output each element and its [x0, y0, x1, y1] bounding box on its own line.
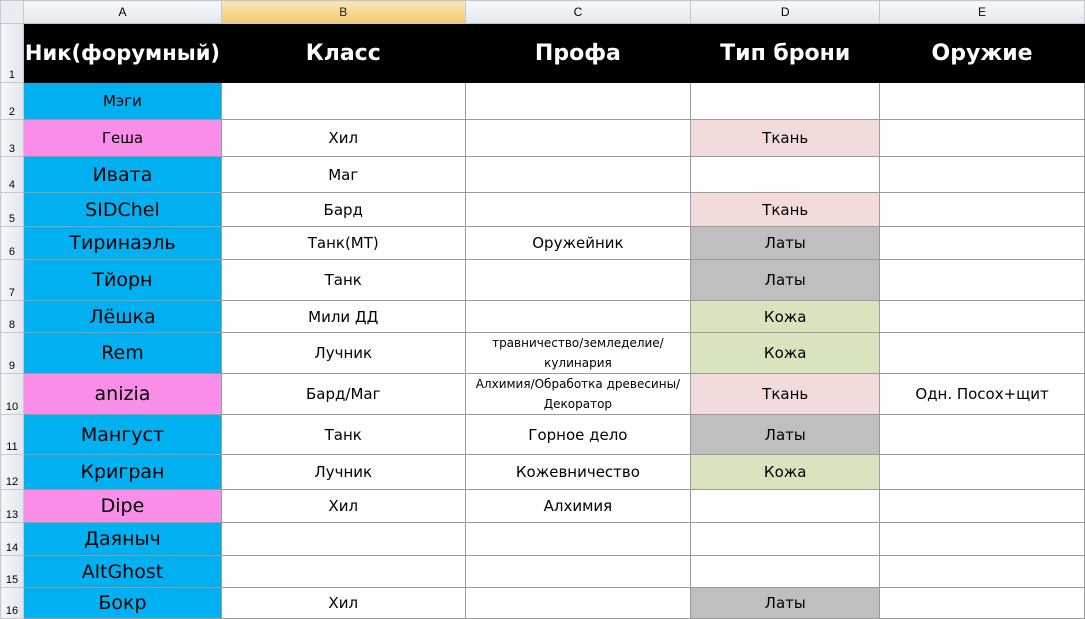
sheet-row: [1, 83, 1085, 120]
sheet-row: [1, 455, 1085, 490]
class-cell[interactable]: Маг: [221, 157, 465, 193]
nick-cell[interactable]: Бокр: [23, 588, 221, 619]
class-cell[interactable]: Танк: [221, 415, 465, 455]
class-cell[interactable]: Мили ДД: [221, 301, 465, 333]
weapon-cell[interactable]: [880, 588, 1085, 619]
row-header[interactable]: 15: [1, 556, 24, 588]
armor-cell[interactable]: Ткань: [691, 193, 880, 227]
column-header-b[interactable]: B: [221, 1, 465, 24]
row-header[interactable]: 9: [1, 333, 24, 374]
class-cell[interactable]: Хил: [221, 490, 465, 523]
row-header[interactable]: 11: [1, 415, 24, 455]
sheet-row: [1, 24, 1085, 83]
profession-cell[interactable]: [465, 83, 691, 120]
sheet-row: [1, 374, 1085, 415]
armor-cell[interactable]: Ткань: [691, 374, 880, 415]
armor-cell[interactable]: Кожа: [691, 333, 880, 374]
profession-cell[interactable]: [465, 556, 691, 588]
weapon-cell[interactable]: [880, 227, 1085, 260]
profession-cell[interactable]: травничество/земледелие/кулинария: [465, 333, 691, 374]
weapon-cell[interactable]: [880, 120, 1085, 157]
nick-cell[interactable]: Тиринаэль: [23, 227, 221, 260]
class-cell[interactable]: Лучник: [221, 333, 465, 374]
weapon-cell[interactable]: [880, 333, 1085, 374]
class-cell[interactable]: Бард: [221, 193, 465, 227]
nick-cell[interactable]: Даяныч: [23, 523, 221, 556]
sheet-row: [1, 588, 1085, 619]
armor-cell[interactable]: Латы: [691, 588, 880, 619]
sheet-row: [1, 523, 1085, 556]
nick-cell[interactable]: anizia: [23, 374, 221, 415]
nick-cell[interactable]: Мангуст: [23, 415, 221, 455]
nick-cell[interactable]: Геша: [23, 120, 221, 157]
profession-cell[interactable]: Алхимия/Обработка древесины/Декоратор: [465, 374, 691, 415]
row-header[interactable]: 3: [1, 120, 24, 157]
weapon-cell[interactable]: [880, 83, 1085, 120]
row-header[interactable]: 10: [1, 374, 24, 415]
weapon-cell[interactable]: [880, 301, 1085, 333]
armor-cell[interactable]: Ткань: [691, 120, 880, 157]
weapon-cell[interactable]: [880, 260, 1085, 301]
armor-cell[interactable]: [691, 83, 880, 120]
column-header-c[interactable]: C: [465, 1, 691, 24]
profession-cell[interactable]: [465, 260, 691, 301]
sheet-row: [1, 333, 1085, 374]
class-cell[interactable]: [221, 83, 465, 120]
profession-cell[interactable]: [465, 157, 691, 193]
nick-cell[interactable]: Мэги: [23, 83, 221, 120]
profession-cell[interactable]: [465, 193, 691, 227]
row-header[interactable]: 13: [1, 490, 24, 523]
row-header[interactable]: 5: [1, 193, 24, 227]
class-cell[interactable]: [221, 523, 465, 556]
weapon-cell[interactable]: [880, 556, 1085, 588]
profession-cell[interactable]: [465, 588, 691, 619]
weapon-cell[interactable]: [880, 490, 1085, 523]
armor-cell[interactable]: Кожа: [691, 301, 880, 333]
sheet-row: [1, 193, 1085, 227]
header-cell-weapon[interactable]: Оружие: [880, 24, 1085, 83]
armor-cell[interactable]: [691, 490, 880, 523]
class-cell[interactable]: Танк: [221, 260, 465, 301]
class-cell[interactable]: Танк(МТ): [221, 227, 465, 260]
class-cell[interactable]: Хил: [221, 120, 465, 157]
row-header[interactable]: 7: [1, 260, 24, 301]
class-cell[interactable]: Хил: [221, 588, 465, 619]
weapon-cell[interactable]: [880, 157, 1085, 193]
class-cell[interactable]: Бард/Маг: [221, 374, 465, 415]
header-cell-profession[interactable]: Профа: [465, 24, 691, 83]
row-header[interactable]: 8: [1, 301, 24, 333]
sheet-row: [1, 157, 1085, 193]
row-header[interactable]: 1: [1, 24, 24, 83]
select-all-corner[interactable]: [1, 1, 24, 24]
nick-cell[interactable]: Rem: [23, 333, 221, 374]
armor-cell[interactable]: [691, 157, 880, 193]
weapon-cell[interactable]: [880, 415, 1085, 455]
nick-cell[interactable]: Кригран: [23, 455, 221, 490]
row-header[interactable]: 14: [1, 523, 24, 556]
header-cell-nick[interactable]: Ник(форумный): [23, 24, 221, 83]
nick-cell[interactable]: SIDChel: [23, 193, 221, 227]
profession-cell[interactable]: [465, 301, 691, 333]
sheet-row: [1, 415, 1085, 455]
sheet-row: [1, 490, 1085, 523]
weapon-cell[interactable]: [880, 455, 1085, 490]
armor-cell[interactable]: Латы: [691, 227, 880, 260]
row-header[interactable]: 12: [1, 455, 24, 490]
armor-cell[interactable]: Кожа: [691, 455, 880, 490]
profession-cell[interactable]: Оружейник: [465, 227, 691, 260]
profession-cell[interactable]: Алхимия: [465, 490, 691, 523]
sheet-row: [1, 301, 1085, 333]
nick-cell[interactable]: Тйорн: [23, 260, 221, 301]
row-header[interactable]: 6: [1, 227, 24, 260]
profession-cell[interactable]: Кожевничество: [465, 455, 691, 490]
profession-cell[interactable]: [465, 120, 691, 157]
nick-cell[interactable]: Dipe: [23, 490, 221, 523]
armor-cell[interactable]: Латы: [691, 260, 880, 301]
row-header[interactable]: 2: [1, 83, 24, 120]
weapon-cell[interactable]: [880, 523, 1085, 556]
weapon-cell[interactable]: [880, 193, 1085, 227]
profession-cell[interactable]: [465, 523, 691, 556]
nick-cell[interactable]: Лёшка: [23, 301, 221, 333]
sheet-row: [1, 260, 1085, 301]
column-header-a[interactable]: A: [23, 1, 221, 24]
class-cell[interactable]: Лучник: [221, 455, 465, 490]
armor-cell[interactable]: [691, 556, 880, 588]
sheet-row: [1, 227, 1085, 260]
column-header-row: [1, 1, 1085, 24]
sheet-row: [1, 120, 1085, 157]
column-header-d[interactable]: D: [691, 1, 880, 24]
class-cell[interactable]: [221, 556, 465, 588]
row-header[interactable]: 16: [1, 588, 24, 619]
sheet-row: [1, 556, 1085, 588]
column-header-e[interactable]: E: [880, 1, 1085, 24]
nick-cell[interactable]: Ивата: [23, 157, 221, 193]
weapon-cell[interactable]: Одн. Посох+щит: [880, 374, 1085, 415]
header-cell-class[interactable]: Класс: [221, 24, 465, 83]
armor-cell[interactable]: Латы: [691, 415, 880, 455]
profession-cell[interactable]: Горное дело: [465, 415, 691, 455]
row-header[interactable]: 4: [1, 157, 24, 193]
armor-cell[interactable]: [691, 523, 880, 556]
nick-cell[interactable]: AltGhost: [23, 556, 221, 588]
header-cell-armor[interactable]: Тип брони: [691, 24, 880, 83]
